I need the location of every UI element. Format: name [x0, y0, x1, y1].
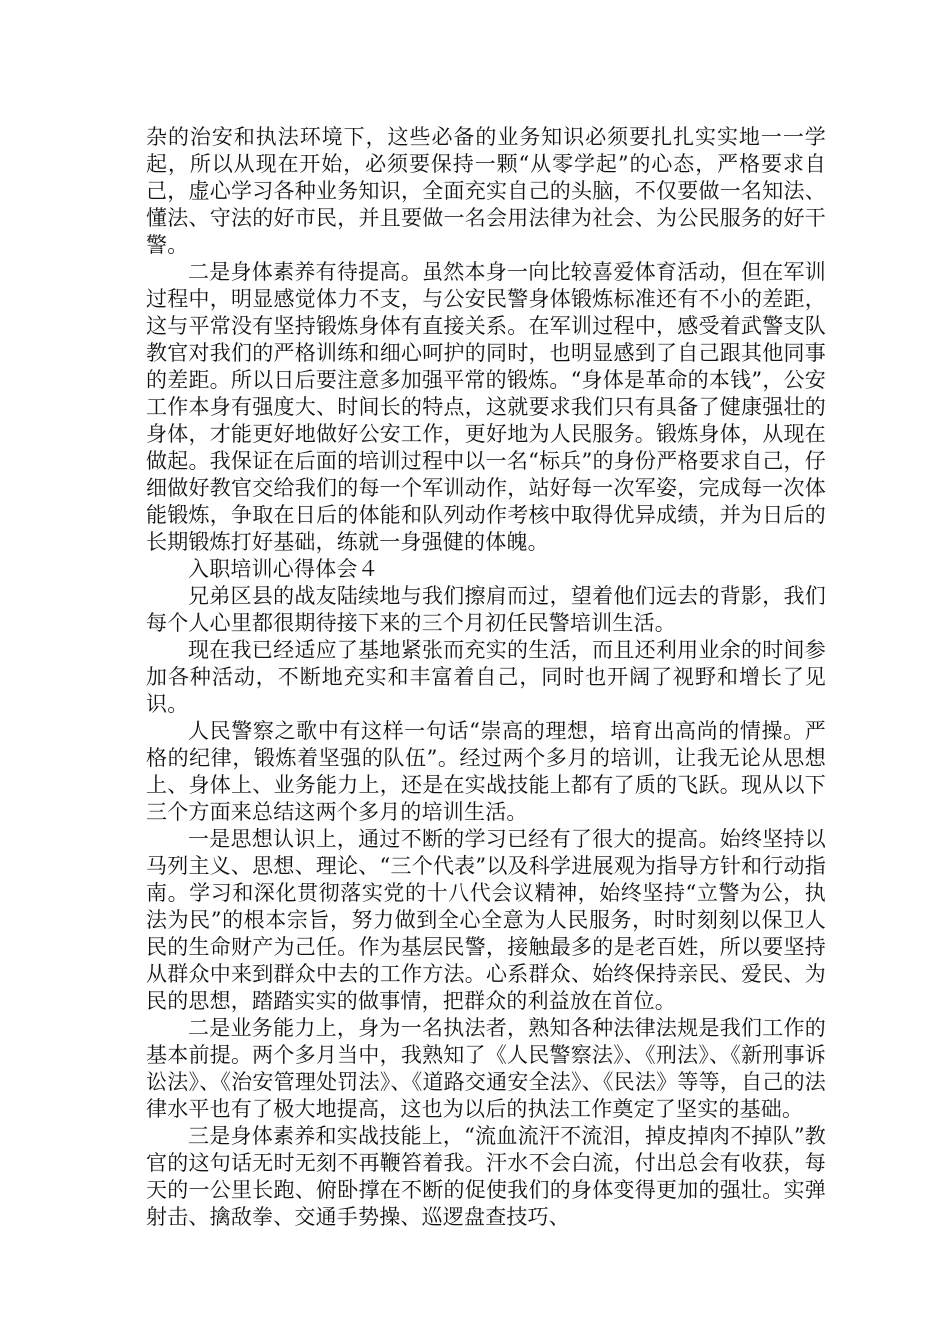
paragraph-physical-skills: 三是身体素养和实战技能上，“流血流汗不流泪，掉皮掉肉不掉队”教官的这句话无时无刻不再鞭笞着我。汗水不会白流，付出总会有收获，每天的一公里长跑、俯卧撑在不断的促使我们的身体变得更加的强壮。实弹射击、擒敌拳、交通手势操、巡逻盘查技巧、 — [146, 1124, 826, 1229]
document-page — [146, 124, 826, 1231]
paragraph-physical-fitness: 二是身体素养有待提高。虽然本身一向比较喜爱体育活动，但在军训过程中，明显感觉体力不支，与公安民警身体锻炼标准还有不小的差距，这与平常没有坚持锻炼身体有直接关系。在军训过程中，感受着武警支队教官对我们的严格训练和细心呵护的同时，也明显感到了自己跟其他同事的差距。所以日后要注意多加强平常的锻炼。“身体是革命的本钱”，公安工作本身有强度大、时间长的特点，这就要求我们只有具备了健康强壮的身体，才能更好地做好公安工作，更好地为人民服务。锻炼身体，从现在做起。我保证在后面的培训过程中以一名“标兵”的身份严格要求自己，仔细做好教官交给我们的每一个军训动作，站好每一次军姿，完成每一次体能锻炼，争取在日后的体能和队列动作考核中取得优异成绩，并为日后的长期锻炼打好基础，练就一身强健的体魄。 — [146, 260, 826, 554]
section-heading: 入职培训心得体会４ — [188, 557, 379, 581]
paragraph-continuation: 杂的治安和执法环境下，这些必备的业务知识必须要扎扎实实地一一学起，所以从现在开始，必须要保持一颗“从零学起”的心态，严格要求自己，虚心学习各种业务知识，全面充实自己的头脑，不仅要做一名知法、懂法、守法的好市民，并且要做一名会用法律为社会、为公民服务的好干警。 — [146, 125, 826, 257]
paragraph-business-ability: 二是业务能力上，身为一名执法者，熟知各种法律法规是我们工作的基本前提。两个多月当中，我熟知了《人民警察法》、《刑法》、《新刑事诉讼法》、《治安管理处罚法》、《道路交通安全法》、《民法》等等，自己的法律水平也有了极大地提高，这也为以后的执法工作奠定了坚实的基础。 — [146, 1016, 826, 1121]
paragraph-ideology: 一是思想认识上，通过不断的学习已经有了很大的提高。始终坚持以马列主义、思想、理论、“三个代表”以及科学进展观为指导方针和行动指南。学习和深化贯彻落实党的十八代会议精神，始终坚持“立警为公，执法为民”的根本宗旨，努力做到全心全意为人民服务，时时刻刻以保卫人民的生命财产为己任。作为基层民警，接触最多的是老百姓，所以要坚持从群众中来到群众中去的工作方法。心系群众、始终保持亲民、爱民、为民的思想，踏踏实实的做事情，把群众的利益放在首位。 — [146, 827, 826, 1013]
paragraph-police-song: 人民警察之歌中有这样一句话“崇高的理想，培育出高尚的情操。严格的纪律，锻炼着坚强的队伍”。经过两个多月的培训，让我无论从思想上、身体上、业务能力上，还是在实战技能上都有了质的飞跃。现从以下三个方面来总结这两个多月的培训生活。 — [146, 719, 826, 824]
paragraph-intro: 兄弟区县的战友陆续地与我们擦肩而过，望着他们远去的背影，我们每个人心里都很期待接下来的三个月初任民警培训生活。 — [146, 584, 826, 635]
paragraph-adaptation: 现在我已经适应了基地紧张而充实的生活，而且还利用业余的时间参加各种活动，不断地充实和丰富着自己，同时也开阔了视野和增长了见识。 — [146, 638, 826, 716]
